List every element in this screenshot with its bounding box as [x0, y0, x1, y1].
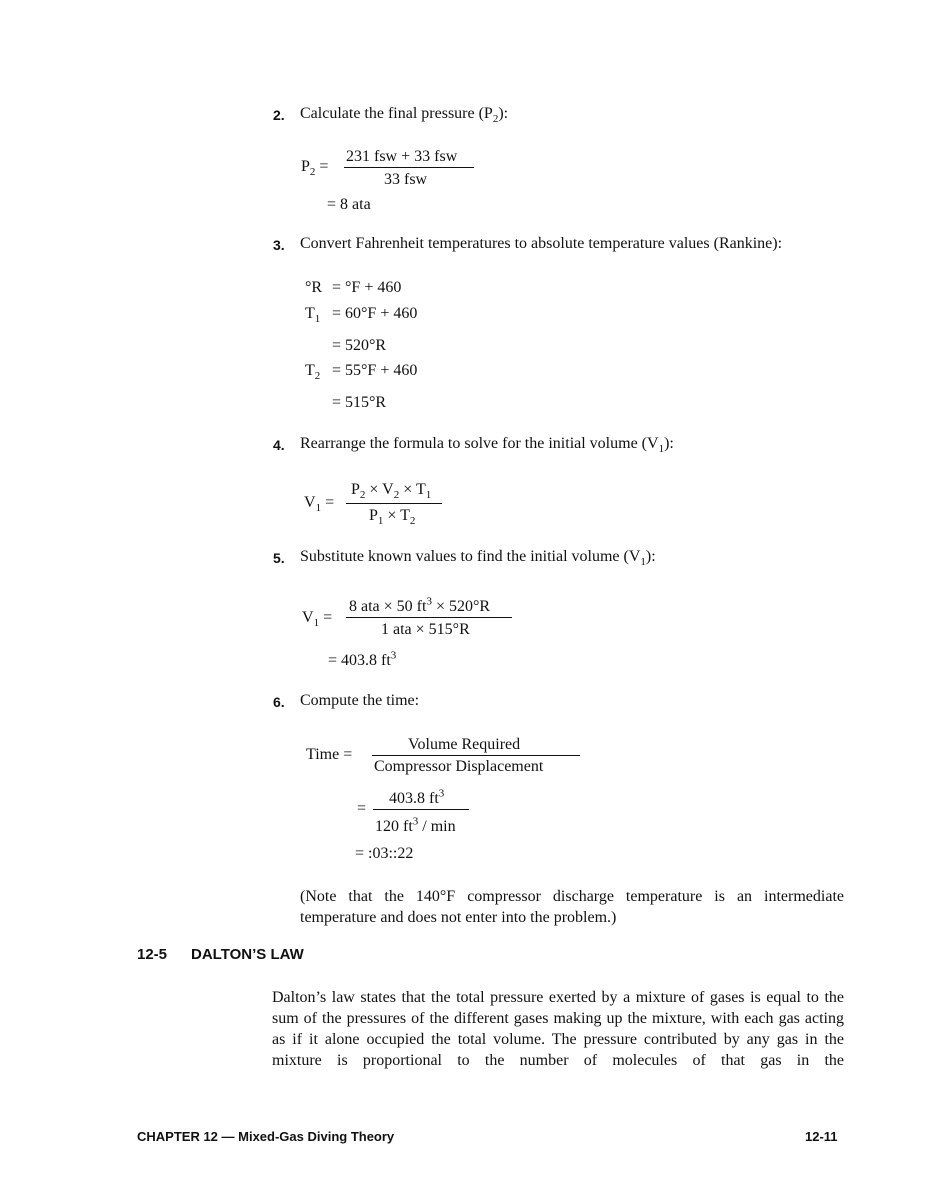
equation-lhs: $P_2$ = — [301, 158, 329, 179]
step-number: 4. — [273, 437, 285, 453]
fraction-numerator: $P_2 \times V_2 \times T_1$ — [351, 481, 432, 502]
note-paragraph: (Note that the 140°F compressor discharge temperature is an intermediate temperature and does not enter into the problem.) — [300, 888, 844, 926]
section-title: DALTON’S LAW — [191, 946, 304, 963]
equals-sign: = — [357, 800, 367, 817]
equation-lhs: $T_2$ — [305, 362, 321, 383]
step-number: 6. — [273, 694, 285, 710]
equation-rhs: = 60°F + 460 — [332, 305, 418, 322]
equation-rhs: = °F + 460 — [332, 279, 402, 296]
fraction-denominator: 33 fsw — [384, 171, 428, 188]
fraction-numerator: 403.8 $ft^3$ — [389, 787, 445, 807]
equation-lhs: $V_1$ = — [304, 494, 335, 515]
fraction-numerator: Volume Required — [408, 736, 521, 753]
fraction-denominator: 120 $ft^3$ / min — [375, 815, 456, 835]
equation-lhs: Time = — [306, 746, 353, 763]
fraction-denominator: $P_1 \times T_2$ — [369, 507, 416, 528]
equation-lhs: °R — [305, 279, 323, 296]
step-text: Substitute known values to find the initial volume $(V_1)$: — [300, 548, 656, 569]
fraction-denominator: 1 ata × 515°R — [381, 621, 470, 638]
step-text: Compute the time: — [300, 692, 420, 709]
fraction-bar — [346, 617, 512, 618]
fraction-numerator: 231 fsw + 33 fsw — [346, 148, 458, 165]
step-number: 3. — [273, 237, 285, 253]
step-text: Rearrange the formula to solve for the initial volume $(V_1)$: — [300, 435, 674, 456]
step-number: 2. — [273, 107, 285, 123]
equation-result: = 8 ata — [327, 196, 371, 213]
fraction-bar — [344, 167, 474, 168]
step-text: Calculate the final pressure $(P_2)$: — [300, 105, 509, 126]
equation-rhs: = 515°R — [332, 394, 387, 411]
fraction-bar — [372, 755, 580, 756]
body-paragraph: Dalton’s law states that the total pressure exerted by a mixture of gases is equal to the sum of the pressures of the different gases making up the mixture, with each gas acting as if it alone occupied the total volume. The pressure contributed by any gas in the mixture is proportional to the number of molecules of that gas in the — [272, 989, 844, 1069]
equation-rhs: = 520°R — [332, 337, 387, 354]
step-number: 5. — [273, 550, 285, 566]
footer-chapter: CHAPTER 12 — Mixed-Gas Diving Theory — [137, 1129, 395, 1144]
footer-page-number: 12-11 — [805, 1129, 838, 1144]
equation-result: = 403.8 $ft^3$ — [328, 649, 397, 669]
equation-lhs: $V_1$ = — [302, 609, 333, 630]
section-number: 12-5 — [137, 946, 168, 963]
fraction-numerator: 8 ata × 50 $ft^3 \times 520^\circ R$ — [349, 595, 491, 615]
step-text: Convert Fahrenheit temperatures to absolute temperature values (Rankine): — [300, 235, 783, 252]
fraction-bar — [373, 809, 469, 810]
equation-rhs: = 55°F + 460 — [332, 362, 418, 379]
fraction-bar — [346, 503, 442, 504]
equation-lhs: $T_1$ — [305, 305, 321, 326]
equation-result: = :03::22 — [355, 845, 414, 862]
fraction-denominator: Compressor Displacement — [374, 758, 544, 775]
